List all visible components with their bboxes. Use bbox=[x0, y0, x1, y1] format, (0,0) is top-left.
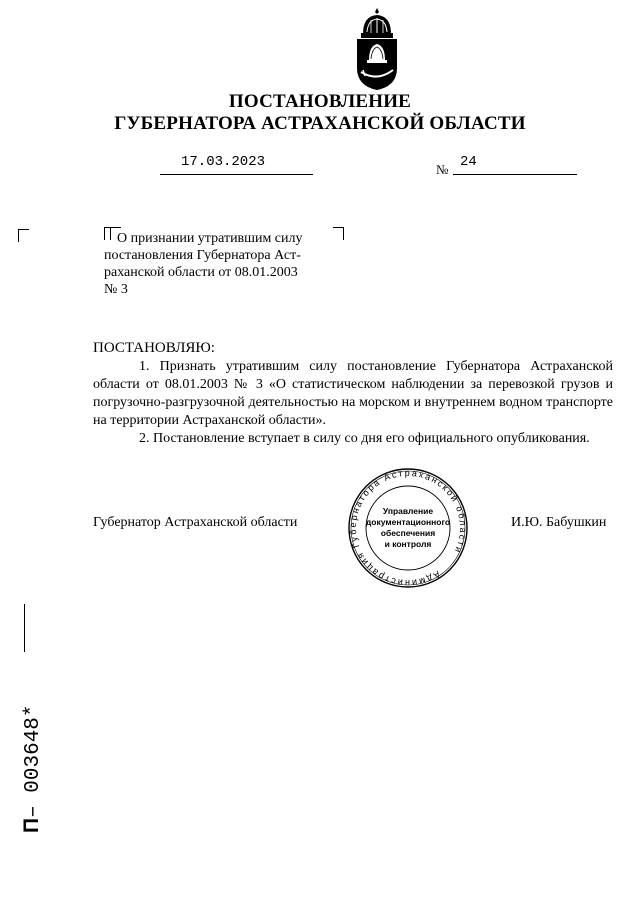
margin-line bbox=[24, 604, 25, 652]
stamp-inner-line: Управление bbox=[382, 506, 434, 516]
left-corner-bracket bbox=[18, 229, 29, 242]
subject-line: постановления Губернатора Аст- bbox=[104, 248, 301, 263]
document-subject bbox=[104, 230, 340, 298]
document-date: 17.03.2023 bbox=[181, 154, 266, 170]
serial-number bbox=[20, 704, 45, 833]
stamp-inner-line: и контроля bbox=[384, 539, 432, 549]
date-underline bbox=[160, 174, 313, 175]
official-stamp bbox=[343, 467, 473, 589]
stamp-inner-line: документационного bbox=[365, 517, 451, 527]
signatory-name: И.Ю. Бабушкин bbox=[511, 515, 607, 530]
stamp-outer-text: Администрация Губернатора Астраханской области bbox=[347, 467, 469, 589]
decree-heading: ПОСТАНОВЛЯЮ: bbox=[93, 340, 215, 356]
serial-code: – 003648 bbox=[22, 717, 45, 818]
subject-line: № 3 bbox=[104, 282, 128, 297]
subject-line: раханской области от 08.01.2003 bbox=[104, 265, 298, 280]
subject-line: О признании утратившим силу bbox=[117, 231, 303, 246]
number-sign: № bbox=[436, 162, 449, 177]
document-number: 24 bbox=[460, 154, 477, 170]
decree-item-2: 2. Постановление вступает в силу со дня его официального опубликования. bbox=[139, 431, 590, 446]
serial-prefix: П bbox=[20, 817, 43, 833]
decree-item-1: 1. Признать утратившим силу постановление Губернатора Астраханской области от 08.01.2003 № 3 «О статистическом наблюдении за перевозкой грузов и погрузочно-разгрузочной деятельностью на морском и внутреннем водном транспорте на территории Астраханской области». bbox=[93, 359, 613, 428]
document-title-line-1: ПОСТАНОВЛЕНИЕ bbox=[228, 91, 412, 112]
signatory-position: Губернатор Астраханской области bbox=[93, 515, 298, 530]
stamp-inner-line: обеспечения bbox=[380, 528, 436, 538]
number-underline bbox=[453, 174, 577, 175]
serial-suffix: * bbox=[22, 704, 45, 718]
document-title-line-2: ГУБЕРНАТОРА АСТРАХАНСКОЙ ОБЛАСТИ bbox=[114, 113, 526, 134]
coat-of-arms-emblem bbox=[349, 6, 405, 92]
